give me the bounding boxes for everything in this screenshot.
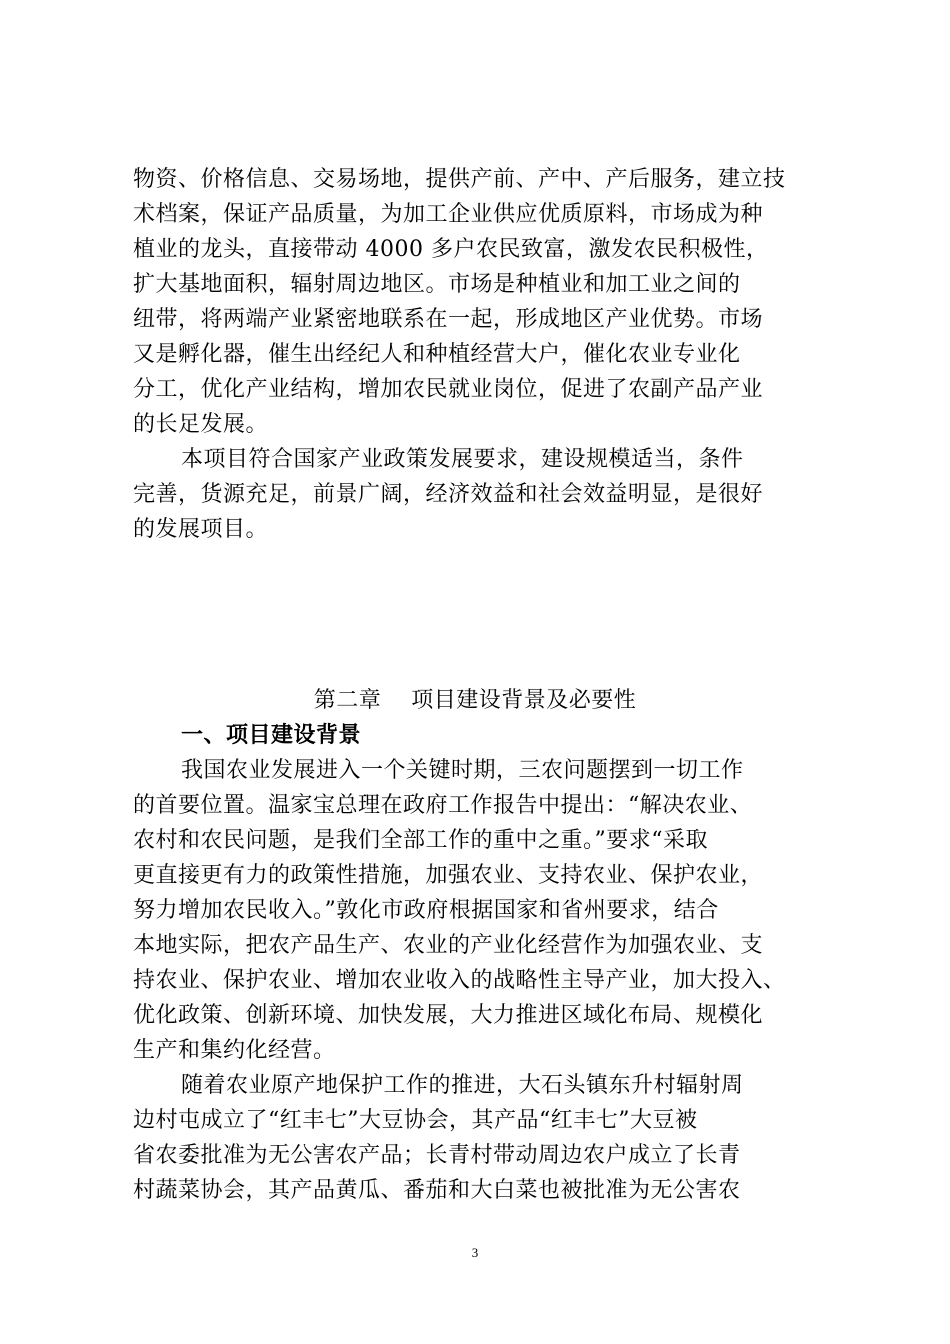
text-line: 优化政策、创新环境、加快发展，大力推进区域化布局、规模化 xyxy=(133,1003,764,1028)
text-line: 努力增加农民收入。”敦化市政府根据国家和省州要求，结合 xyxy=(133,898,719,923)
text-line: 又是孵化器，催生出经纪人和种植经营大户，催化农业专业化 xyxy=(133,342,741,367)
text-line: 村蔬菜协会，其产品黄瓜、番茄和大白菜也被批准为无公害农 xyxy=(133,1178,741,1203)
chapter-name: 项目建设背景及必要性 xyxy=(411,688,637,713)
text-line: 分工，优化产业结构，增加农民就业岗位，促进了农副产品产业 xyxy=(133,377,764,402)
text-line: 省农委批准为无公害农产品；长青村带动周边农户成立了长青 xyxy=(133,1143,741,1168)
text-line: 的发展项目。 xyxy=(133,517,269,542)
text-line: 随着农业原产地保护工作的推进，大石头镇东升村辐射周 xyxy=(181,1073,744,1098)
background-paragraph-1 xyxy=(133,753,833,1068)
text-line: 我国农业发展进入一个关键时期，三农问题摆到一切工作 xyxy=(181,758,744,783)
chapter-number: 第二章 xyxy=(313,688,382,713)
text-line: 纽带，将两端产业紧密地联系在一起，形成地区产业优势。市场 xyxy=(133,307,764,332)
page-number: 3 xyxy=(471,1245,479,1260)
text-line: 的长足发展。 xyxy=(133,412,269,437)
text-line: 物资、价格信息、交易场地，提供产前、产中、产后服务，建立技 xyxy=(133,167,786,192)
text-line: 边村屯成立了“红丰七”大豆协会，其产品“红丰七”大豆被 xyxy=(133,1108,698,1133)
text-line: 术档案，保证产品质量，为加工企业供应优质原料，市场成为种 xyxy=(133,202,764,227)
section-heading: 一、项目建设背景 xyxy=(181,722,362,748)
intro-paragraph-2 xyxy=(133,442,833,547)
chapter-title xyxy=(0,683,950,718)
text-line: 扩大基地面积，辐射周边地区。市场是种植业和加工业之间的 xyxy=(133,272,741,297)
text-line: 农村和农民问题，是我们全部工作的重中之重。”要求“采取 xyxy=(133,828,708,853)
text-line: 植业的龙头，直接带动 4000 多户农民致富，激发农民积极性， xyxy=(133,237,769,262)
background-paragraph-2 xyxy=(133,1068,833,1208)
text-line: 本项目符合国家产业政策发展要求，建设规模适当，条件 xyxy=(181,447,744,472)
text-line: 持农业、保护农业、增加农业收入的战略性主导产业，加大投入、 xyxy=(133,968,786,993)
text-line: 本地实际，把农产品生产、农业的产业化经营作为加强农业、支 xyxy=(133,933,764,958)
text-line: 更直接更有力的政策性措施，加强农业、支持农业、保护农业， xyxy=(133,863,764,888)
intro-paragraph-1 xyxy=(133,162,833,442)
text-line: 生产和集约化经营。 xyxy=(133,1038,336,1063)
text-line: 完善，货源充足，前景广阔，经济效益和社会效益明显，是很好 xyxy=(133,482,764,507)
text-line: 的首要位置。温家宝总理在政府工作报告中提出：“解决农业、 xyxy=(133,793,753,818)
